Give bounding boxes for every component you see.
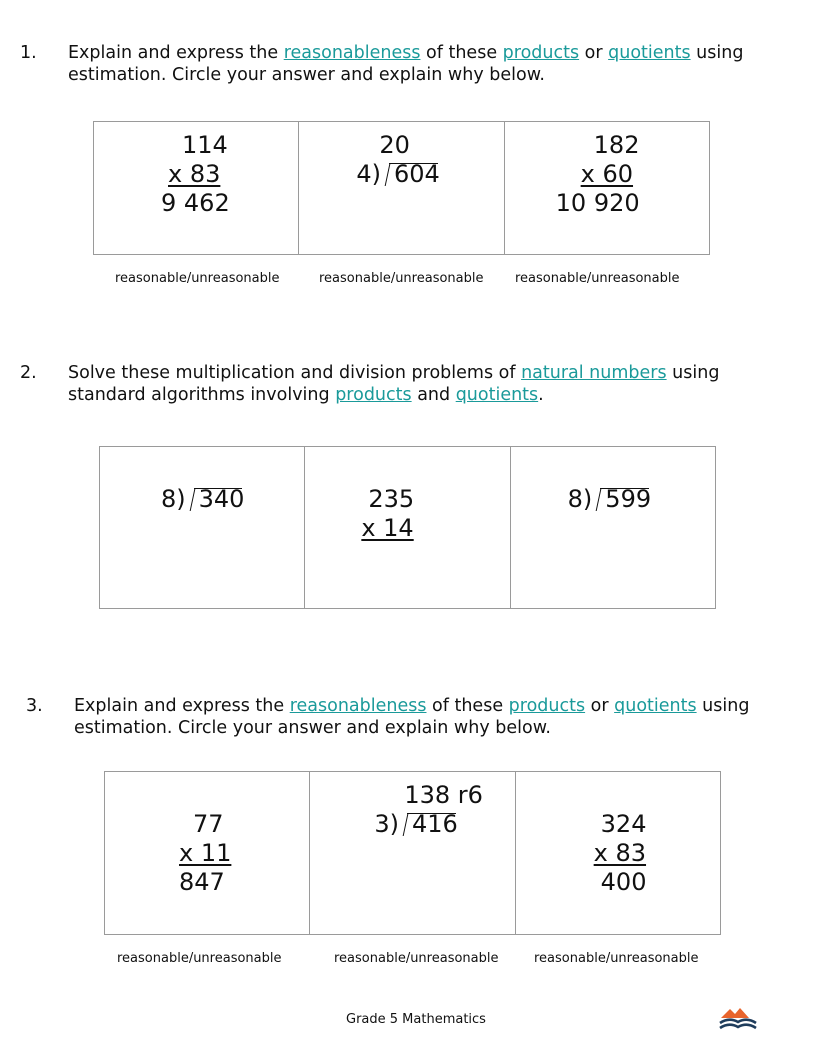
- q1-p3-product: 10 920: [555, 189, 640, 217]
- link-products[interactable]: products: [508, 696, 586, 716]
- q1-p2-dividend: 604: [391, 160, 440, 189]
- q1-problem-1: [94, 122, 298, 254]
- q2-problem-2: [304, 447, 509, 608]
- q3-problem-2: [309, 772, 514, 934]
- q1-p3-factor-1: 182: [593, 131, 640, 159]
- q1-choice-3[interactable]: reasonable/unreasonable: [515, 271, 680, 286]
- q2-p1-divisor: 8): [161, 485, 186, 513]
- q2-p3-divisor: 8): [567, 485, 593, 513]
- q3-choice-1[interactable]: reasonable/unreasonable: [117, 951, 282, 966]
- q1-p2-quotient: 20: [379, 131, 410, 159]
- q3-p1-factor-2: x 11: [179, 839, 232, 867]
- q2-p2-factor-1: 235: [368, 485, 415, 513]
- q3-p3-product: 400: [600, 868, 647, 896]
- q3-problem-3: [515, 772, 720, 934]
- q2-p3-division: [568, 485, 651, 514]
- footer-text: Grade 5 Mathematics: [346, 1012, 486, 1027]
- q3-p1-factor-1: 77: [193, 810, 224, 838]
- question-1-line-2: estimation. Circle your answer and explain why below.: [68, 65, 545, 85]
- link-reasonableness[interactable]: reasonableness: [283, 43, 421, 63]
- link-quotients[interactable]: quotients: [455, 385, 539, 405]
- q3-p3-factor-1: 324: [600, 810, 647, 838]
- question-2-problem-table: [99, 446, 716, 609]
- question-1-number: 1.: [20, 43, 37, 63]
- q2-p1-dividend: 340: [196, 485, 245, 514]
- q1-problem-3: [504, 122, 709, 254]
- question-3-problem-table: [104, 771, 721, 935]
- q3-p2-dividend: 416: [409, 810, 458, 839]
- question-3-line-1: Explain and express the reasonableness of these products or quotients using: [74, 696, 750, 716]
- link-quotients[interactable]: quotients: [614, 696, 697, 716]
- q3-p3-factor-2: x 83: [593, 839, 647, 867]
- link-products[interactable]: products: [502, 43, 580, 63]
- question-2-line-2: standard algorithms involving products and quotients.: [68, 385, 544, 405]
- question-1-problem-table: [93, 121, 710, 255]
- link-quotients[interactable]: quotients: [608, 43, 691, 63]
- q3-p2-quotient: 138 r6: [404, 781, 483, 809]
- q1-choice-2[interactable]: reasonable/unreasonable: [319, 271, 484, 286]
- question-1: [20, 42, 800, 88]
- question-2-line-1: Solve these multiplication and division problems of natural numbers using: [68, 363, 720, 383]
- q3-problem-1: [105, 772, 309, 934]
- q2-p2-factor-2: x 14: [361, 514, 414, 542]
- q1-p1-factor-2: x 83: [168, 160, 221, 188]
- mountain-book-logo-icon: [718, 1004, 758, 1032]
- question-2-number: 2.: [20, 363, 37, 383]
- q3-choice-2[interactable]: reasonable/unreasonable: [334, 951, 499, 966]
- question-3-number: 3.: [26, 696, 43, 716]
- q2-problem-1: [100, 447, 304, 608]
- q3-p1-product: 847: [179, 868, 225, 896]
- q2-p1-division: [161, 485, 244, 514]
- q3-choice-3[interactable]: reasonable/unreasonable: [534, 951, 699, 966]
- q3-p2-division: [374, 810, 457, 839]
- q1-problem-2: [298, 122, 503, 254]
- q1-p2-divisor: 4): [356, 160, 381, 188]
- q1-p1-product: 9 462: [161, 189, 230, 217]
- q3-p2-divisor: 3): [374, 810, 399, 838]
- q1-p3-factor-2: x 60: [580, 160, 634, 188]
- question-3: [26, 695, 806, 741]
- question-2: [20, 362, 800, 408]
- question-3-line-2: estimation. Circle your answer and explain why below.: [74, 718, 551, 738]
- link-reasonableness[interactable]: reasonableness: [289, 696, 427, 716]
- q2-problem-3: [510, 447, 715, 608]
- link-products[interactable]: products: [335, 385, 412, 405]
- q1-choice-1[interactable]: reasonable/unreasonable: [115, 271, 280, 286]
- q2-p3-dividend: 599: [602, 485, 651, 514]
- link-natural-numbers[interactable]: natural numbers: [521, 363, 667, 383]
- question-1-line-1: Explain and express the reasonableness of these products or quotients using: [68, 43, 744, 63]
- q1-p2-division: [356, 160, 439, 189]
- q1-p1-factor-1: 114: [182, 131, 228, 159]
